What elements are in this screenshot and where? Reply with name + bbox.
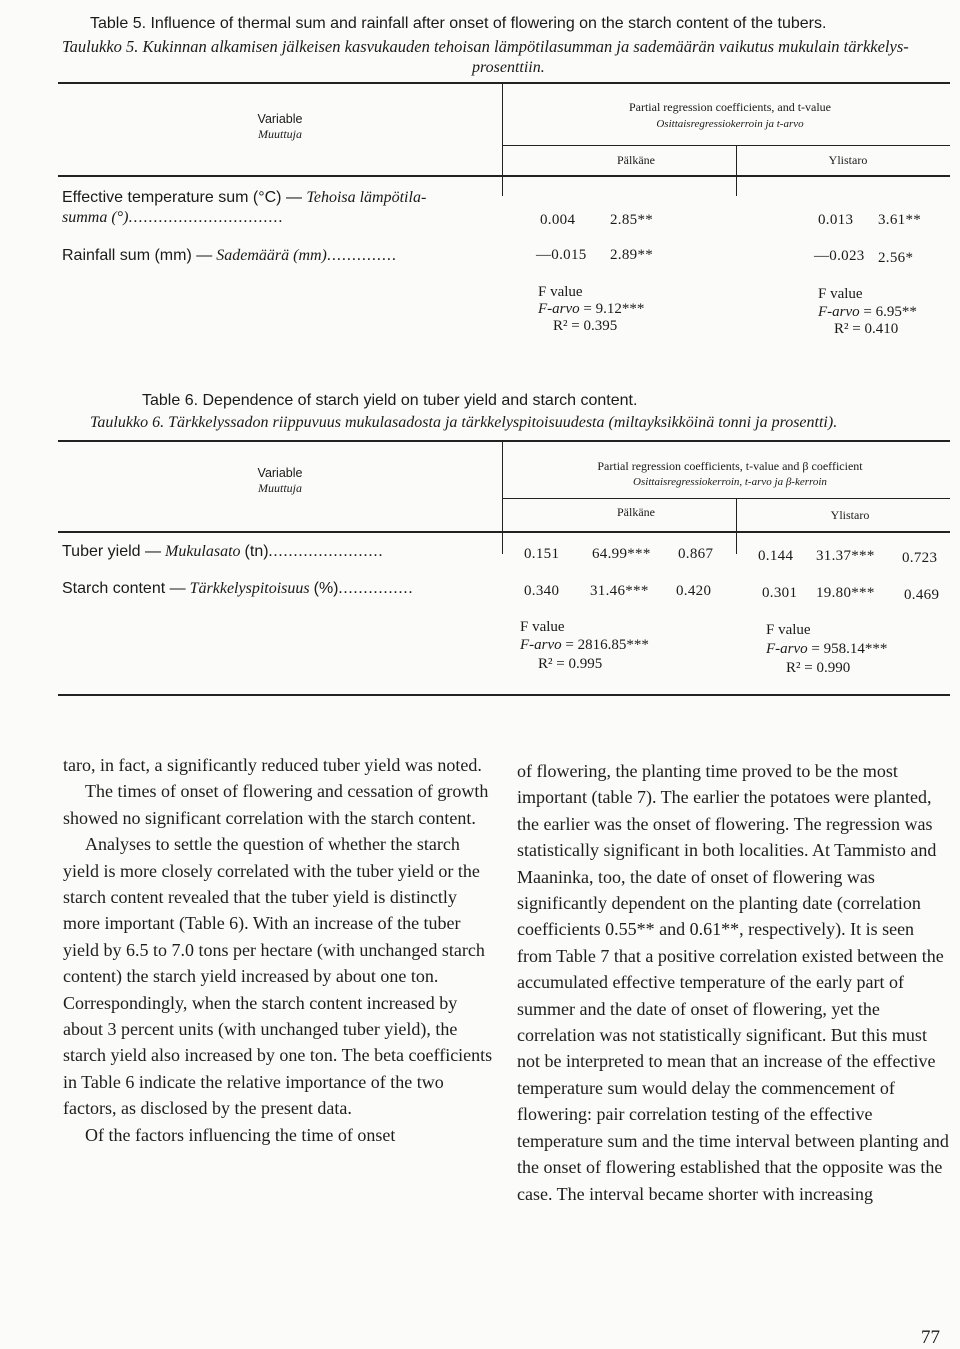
table5-ylistaro-f-label: F value [818,286,863,302]
body-left-para-3: Analyses to settle the question of whether the starch yield is more closely correlated with the tuber yield or the starch content revealed that the tuber yield is distinctly more important (Table 6). With an increase of the tuber yield by 6.5 to 7.0 tons per hectare (with unchanged starch content) the starch yield increased by about one ton. Correspondingly, when the starch content increased by about 3 percent units (with unchanged tuber yield), the starch yield also increased by one ton. The beta coefficients in Table 6 indicate the relative importance of the two factors, as disclosed by the present data. [63,834,493,1119]
body-column-left [63,752,495,1148]
table6-row1-ylistaro-t: 31.37*** [816,548,875,564]
table6-header-rule [58,531,950,533]
table5-header-rule [58,175,950,177]
table5-top-rule [58,82,950,84]
table5-col-ylistaro: Ylistaro [828,153,868,167]
table6-caption-en: Table 6. Dependence of starch yield on tuber yield and starch content. [142,392,638,409]
table5-stub-divider [502,83,503,196]
table5-palkane-f-label: F value [538,284,583,300]
table6-header: Partial regression coefficients, t-value and β coefficient [597,459,863,473]
table6-row1-palkane-t: 64.99*** [592,546,651,562]
table6-row1-ylistaro-beta: 0.723 [902,550,938,566]
body-left-para-1: taro, in fact, a significantly reduced tuber yield was noted. [63,755,482,775]
table5-row2-palkane-t: 2.89** [610,247,654,263]
table5-row1-ylistaro-coef: 0.013 [818,212,854,228]
table5-row1-palkane-coef: 0.004 [540,212,576,228]
table6-header-fi: Osittaisregressiokerroin, t-arvo ja β-kerroin [633,476,827,488]
table5-header-fi: Osittaisregressiokerroin ja t-arvo [656,118,804,130]
table6-palkane-f: F-arvo = 2816.85*** [520,637,649,653]
table6-row2-label: Starch content — Tärkkelyspitoisuus (%)............... [62,580,414,597]
table6-column-divider [736,498,737,554]
table5-ylistaro-f: F-arvo = 6.95** [818,304,917,320]
table5-palkane-r2: R² = 0.395 [553,318,618,334]
table6-row1-ylistaro-coef: 0.144 [758,548,794,564]
table6-col-palkane: Pälkäne [617,505,655,519]
table6-row1-palkane-beta: 0.867 [678,546,714,562]
table6-caption-fi: Taulukko 6. Tärkkelyssadon riippuvuus mukulasadosta ja tärkkelyspitoisuudesta (miltayksikköinä tonni ja prosentti). [90,414,838,431]
table5-caption-fi-cont: prosenttiin. [472,59,545,76]
table6-row2-ylistaro-t: 19.80*** [816,585,875,601]
table5-caption-fi [62,37,909,57]
page-number: 77 [921,1327,940,1348]
body-left-para-2: The times of onset of flowering and cessation of growth showed no significant correlation with the starch content. [63,781,489,828]
table5-row1-palkane-t: 2.85** [610,212,654,228]
table6-top-rule [58,440,950,442]
table6-ylistaro-f-label: F value [766,622,811,638]
table5-row1-ylistaro-t: 3.61** [878,212,922,228]
table5-row2-ylistaro-coef: —0.023 [814,248,865,264]
table5-row1-label: Effective temperature sum (°C) — Tehoisa lämpötila- [62,189,427,206]
table6-ylistaro-r2: R² = 0.990 [786,660,851,676]
table5-caption-fi-text: Kukinnan alkamisen jälkeisen kasvukauden tehoisan lämpötilasumman ja sademäärän vaikutus mukulain tärkkelys- [142,37,909,56]
body-left-para-4: Of the factors influencing the time of onset [85,1124,396,1145]
table6-ylistaro-f: F-arvo = 958.14*** [766,641,888,657]
table6-row2-palkane-coef: 0.340 [524,583,560,599]
body-right-para-1: of flowering, the planting time proved to be the most important (table 7). The earlier the potatoes were planted, the earlier was the onset of flowering. The regression was statistically significant in both localities. At Tammisto and Maaninka, too, the date of onset of flowering was significantly dependent on the planting date (correlation coefficients 0.55** and 0.61**, respectively). It is seen from Table 7 that a positive correlation existed between the accumulated effective temperature of the early part of summer and the date of onset of flowering, yet the correlation was not statistically significant. But this must not be interpreted to mean that an increase of the effective temperature sum would delay the commencement of flowering: pair correlation testing of the effective temperature sum and the time interval between planting and the onset of flowering established that the opposite was the case. The interval became shorter with increasing [517,761,949,1204]
table5-row1-label-cont: summa (°)............................... [62,209,284,226]
table5-subheader-rule [503,145,950,146]
table5-row2-label: Rainfall sum (mm) — Sademäärä (mm).............. [62,247,397,264]
table6-palkane-f-label: F value [520,619,565,635]
table5-caption-en: Table 5. Influence of thermal sum and rainfall after onset of flowering on the starch content of the tubers. [90,15,827,32]
table6-variable-label: Variable [257,466,303,480]
table6-row1-label: Tuber yield — Mukulasato (tn)....................... [62,543,384,560]
table6-palkane-r2: R² = 0.995 [538,656,603,672]
table5-row2-ylistaro-t: 2.56* [878,250,914,266]
table5-ylistaro-r2: R² = 0.410 [834,321,899,337]
table5-caption-fi-label: Taulukko 5. [62,37,139,56]
table5-header: Partial regression coefficients, and t-value [628,100,832,114]
table6-row2-palkane-beta: 0.420 [676,583,712,599]
table6-row2-ylistaro-coef: 0.301 [762,585,798,601]
table6-variable-label-fi: Muuttuja [258,481,302,495]
table6-row2-ylistaro-beta: 0.469 [904,587,940,603]
table5-variable-label: Variable [257,112,303,126]
table5-row2-palkane-coef: —0.015 [536,247,587,263]
table5-column-divider [736,145,737,196]
table5-palkane-f: F-arvo = 9.12*** [538,301,645,317]
table6-row1-palkane-coef: 0.151 [524,546,560,562]
body-column-right [517,758,952,1207]
table6-bottom-rule [58,694,950,696]
table5-variable-label-fi: Muuttuja [258,127,302,141]
table5-col-palkane: Pälkäne [617,153,655,167]
table6-row2-palkane-t: 31.46*** [590,583,649,599]
table6-col-ylistaro: Ylistaro [830,508,870,522]
table6-subheader-rule [503,498,950,499]
